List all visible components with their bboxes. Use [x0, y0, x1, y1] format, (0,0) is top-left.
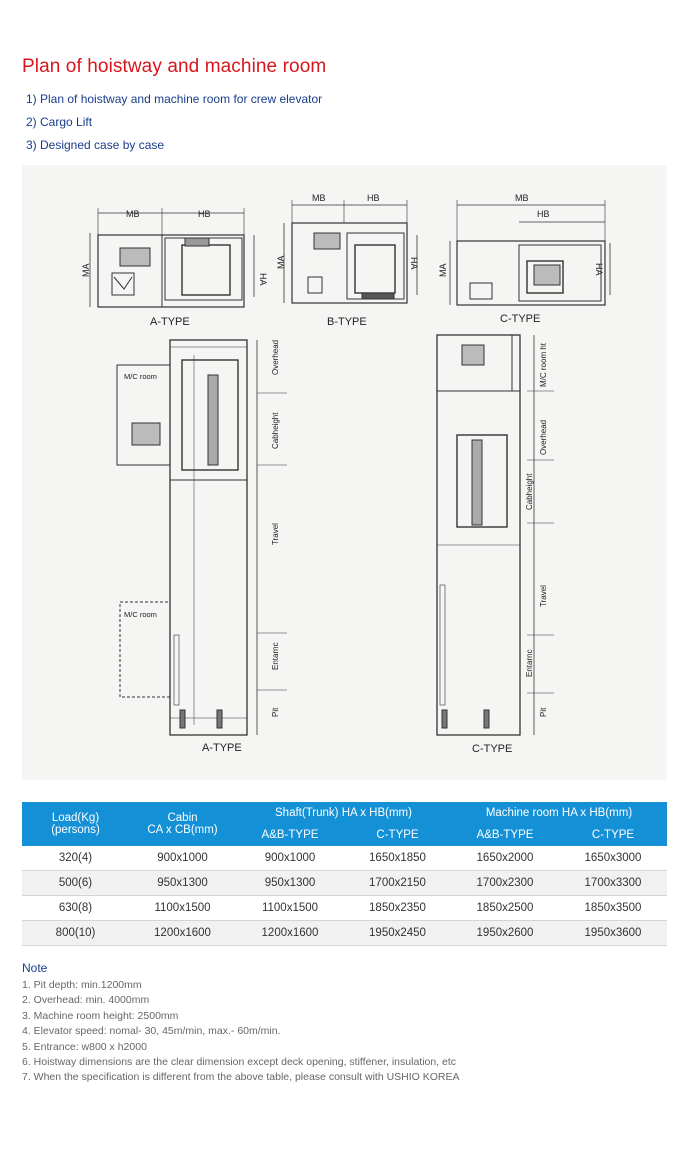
cabin-header-line2: CA x CB(mm) [147, 824, 218, 836]
plan-c-ha-label: HA [594, 263, 604, 276]
spec-table [22, 802, 667, 946]
section-a-pit-label: Pit [271, 707, 280, 717]
section-a-travel-label: Travel [271, 523, 280, 545]
note-item: 2. Overhead: min. 4000mm [22, 994, 150, 1007]
section-a-type [117, 340, 287, 735]
note-item: 5. Entrance: w800 x h2000 [22, 1040, 147, 1053]
col-cabin [129, 802, 236, 846]
note-item: 6. Hoistway dimensions are the clear dimension except deck opening, stiffener, insulation, etc [22, 1056, 457, 1069]
page-title: Plan of hoistway and machine room [22, 56, 327, 77]
cell-cabin: 950x1300 [129, 871, 236, 896]
cell-shaft-c: 1700x2150 [344, 871, 451, 896]
section-c-mc-room-ht-label: M/C room ht [539, 342, 548, 387]
plan-a-hb-label: HB [198, 209, 211, 219]
section-c-overhead-label: Overhead [539, 419, 548, 455]
plan-b-mb-label: MB [312, 193, 326, 203]
cell-machine-c: 1700x3300 [559, 871, 667, 896]
section-c-entrance-label: Entarnc [525, 649, 534, 677]
machine-c-type: C-TYPE [559, 824, 667, 846]
section-c-type-label: C-TYPE [472, 743, 513, 755]
cell-shaft-c: 1950x2450 [344, 921, 451, 946]
section-a-overhead-label: Overhead [271, 339, 280, 375]
cell-shaft-ab: 1200x1600 [236, 921, 344, 946]
cell-load: 800(10) [22, 921, 129, 946]
load-header-line1: Load(Kg) [51, 812, 100, 824]
shaft-c-type: C-TYPE [344, 824, 451, 846]
note-item: 3. Machine room height: 2500mm [22, 1009, 179, 1022]
note-item: 4. Elevator speed: nomal- 30, 45m/min, max.- 60m/min. [22, 1025, 281, 1038]
table-row [22, 921, 667, 946]
hoistway-drawing [22, 165, 667, 780]
cell-machine-ab: 1650x2000 [451, 846, 559, 871]
cell-load: 320(4) [22, 846, 129, 871]
machine-ab-type: A&B-TYPE [451, 824, 559, 846]
cell-shaft-ab: 950x1300 [236, 871, 344, 896]
cell-shaft-ab: 900x1000 [236, 846, 344, 871]
note-item: 1. Pit depth: min.1200mm [22, 979, 142, 991]
subtitle-crew-elevator: 1) Plan of hoistway and machine room for crew elevator [26, 92, 323, 106]
cell-load: 630(8) [22, 896, 129, 921]
plan-c-type [438, 193, 610, 305]
shaft-ab-type: A&B-TYPE [236, 824, 344, 846]
cell-shaft-ab: 1100x1500 [236, 896, 344, 921]
plan-b-ma-label: MA [276, 255, 286, 269]
cell-cabin: 1200x1600 [129, 921, 236, 946]
cell-machine-ab: 1850x2500 [451, 896, 559, 921]
cabin-header-line1: Cabin [167, 812, 198, 824]
section-a-type-label: A-TYPE [202, 742, 242, 754]
col-load [22, 802, 129, 846]
cell-shaft-c: 1850x2350 [344, 896, 451, 921]
section-c-type [437, 335, 554, 735]
plan-c-mb-label: MB [515, 193, 529, 203]
section-a-cabheight-label: Cabheight [271, 412, 280, 449]
section-c-cabheight-label: Cabheight [525, 473, 534, 510]
section-a-mc-room-dashed-label: M/C room [124, 610, 157, 619]
section-c-travel-label: Travel [539, 585, 548, 607]
col-shaft: Shaft(Trunk) HA x HB(mm) [236, 802, 451, 824]
cell-cabin: 1100x1500 [129, 896, 236, 921]
cell-machine-c: 1950x3600 [559, 921, 667, 946]
plan-c-hb-label: HB [537, 209, 550, 219]
notes-list [22, 978, 460, 1086]
plan-c-type-label: C-TYPE [500, 313, 541, 325]
plan-a-mb-label: MB [126, 209, 140, 219]
cell-shaft-c: 1650x1850 [344, 846, 451, 871]
cell-machine-ab: 1700x2300 [451, 871, 559, 896]
plan-b-type [276, 193, 419, 303]
subtitle-cargo-lift: 2) Cargo Lift [26, 115, 93, 129]
note-title: Note [22, 961, 48, 975]
plan-a-type [81, 208, 268, 307]
plan-a-ha-label: HA [258, 273, 268, 286]
section-a-mc-room-label: M/C room [124, 372, 157, 381]
plan-b-ha-label: HA [409, 257, 419, 270]
cell-machine-c: 1850x3500 [559, 896, 667, 921]
note-item: 7. When the specification is different from the above table, please consult with USHIO KOREA [22, 1071, 460, 1084]
load-header-line2: (persons) [51, 824, 100, 836]
cell-machine-ab: 1950x2600 [451, 921, 559, 946]
cell-load: 500(6) [22, 871, 129, 896]
cell-cabin: 900x1000 [129, 846, 236, 871]
section-c-pit-label: Pit [539, 707, 548, 717]
table-row [22, 846, 667, 871]
plan-b-hb-label: HB [367, 193, 380, 203]
section-a-entrance-label: Entarnc [271, 642, 280, 670]
plan-c-ma-label: MA [438, 263, 448, 277]
subtitle-designed-case: 3) Designed case by case [26, 138, 165, 152]
plan-b-type-label: B-TYPE [327, 316, 367, 328]
table-row [22, 871, 667, 896]
col-machine-room: Machine room HA x HB(mm) [451, 802, 667, 824]
plan-a-ma-label: MA [81, 263, 91, 277]
cell-machine-c: 1650x3000 [559, 846, 667, 871]
plan-a-type-label: A-TYPE [150, 316, 190, 328]
table-row [22, 896, 667, 921]
